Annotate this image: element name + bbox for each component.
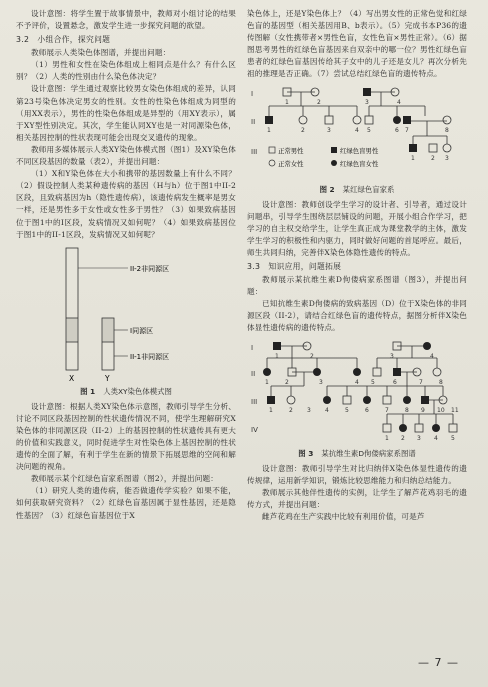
figure-title: 某抗维生素D佝偻病家系图谱: [321, 448, 416, 458]
figure-title: 某红绿色盲家系: [342, 184, 395, 194]
paragraph: （1）X和Y染色体在大小和携带的基因数量上有什么不同？（2）假设控制人类某种遗传病的基因（H与h）位于图1中II-2区段，且致病基因为h（隐性遗传病），该遗传病发生概率是男女一样，还是男性多于女性或女性多于男性？（3）如果致病基因位于图1中的I区段，发病情况又如何呢？（4）如果致病基因位于图1中的II-1区段，发病情况又如何呢？: [16, 169, 236, 239]
svg-text:6: 6: [393, 378, 397, 386]
svg-text:1: 1: [267, 126, 271, 134]
label-y: Y: [105, 373, 110, 383]
color-blindness-pedigree: [247, 84, 467, 182]
svg-text:2: 2: [317, 98, 321, 106]
svg-text:10: 10: [437, 406, 445, 414]
svg-text:4: 4: [355, 378, 359, 386]
figure-3-caption: [247, 449, 467, 459]
paragraph: 已知抗维生素D佝偻病的致病基因（D）位于X染色体的非同源区段（II-2），请结合红绿色盲的遗传特点，据图分析伴X染色体显性遗传病的遗传特点。: [247, 299, 467, 333]
svg-text:III: III: [251, 397, 258, 406]
figure-number: 图 1: [80, 386, 96, 396]
svg-text:1: 1: [385, 434, 389, 442]
paragraph: 雌芦花鸡在生产实践中比较有利用价值，可是芦: [262, 511, 425, 521]
pedigree-legend: [269, 146, 379, 168]
figure-number: 图 3: [298, 448, 314, 458]
svg-text:II: II: [251, 117, 256, 126]
svg-text:3: 3: [365, 98, 369, 106]
paragraph: 教师展示人类染色体图谱，并提出问题：: [31, 48, 171, 58]
svg-text:9: 9: [421, 406, 425, 414]
svg-text:5: 5: [345, 406, 349, 414]
svg-text:4: 4: [434, 434, 438, 442]
svg-text:3: 3: [417, 434, 421, 442]
svg-text:3: 3: [319, 378, 323, 386]
svg-text:5: 5: [367, 126, 371, 134]
paragraph: 设计意图：教师创设学生学习的设计者、引导者，通过设计问题串，引导学生围绕层层铺设的问题，开展小组合作学习，把学习的自主权交给学生，让学生真正成为课堂教学的主体，激发学生学习的积极性和内驱力，同时做好问题的首尾呼应。最后，师生共同归纳，完善伴X染色体隐性遗传的特点。: [247, 199, 467, 257]
affected-male-legend-icon: [331, 147, 337, 153]
left-column: [16, 8, 236, 522]
xy-chromosome-diagram: [16, 244, 236, 384]
normal-female-legend-icon: [269, 160, 275, 166]
svg-text:II: II: [251, 369, 256, 378]
label-i: I同源区: [130, 326, 154, 335]
paragraph: 染色体上，还是Y染色体上？（4）写出男女性的正常色觉和红绿色盲的基因型（相关基因用B、b表示）。（5）完成书本P36的遗传图解（女性携带者×男性色盲，女性色盲×男性正常）。（6）据图思考男性的红绿色盲基因来自双亲中的哪一位？男性红绿色盲患者的红绿色盲基因传给其子女中的儿子还是女儿？再次分析先祖的推理是否正确。（7）尝试总结红绿色盲的遗传特点。: [247, 9, 467, 79]
svg-text:8: 8: [439, 378, 443, 386]
svg-text:I: I: [251, 89, 254, 98]
label-ii2: II-2非同源区: [130, 264, 170, 273]
figure-2-caption: [247, 185, 467, 195]
legend-affected-male: 红绿色盲男性: [340, 146, 379, 155]
rickets-pedigree: [247, 338, 467, 446]
svg-text:4: 4: [325, 406, 329, 414]
svg-text:2: 2: [301, 126, 305, 134]
svg-text:3: 3: [307, 406, 311, 414]
affected-male-symbol: [363, 88, 371, 96]
section-heading: 3.3 知识应用，问题拓展: [247, 262, 342, 272]
svg-text:3: 3: [445, 154, 449, 162]
svg-text:2: 2: [289, 406, 293, 414]
section-heading: 3.2 小组合作，探究问题: [16, 35, 111, 45]
right-column: [247, 8, 467, 523]
page-number: — 7 —: [418, 656, 459, 669]
paragraph: 设计意图：学生通过观察比较男女染色体组成的差异，认同第23号染色体决定男女的性别。女性的性染色体组成为同型的（用XX表示），男性的性染色体组成是异型的（用XY表示），属于XY型性别决定。其次，学生能认同XY也是一对同源染色体，相关基因控制的性状表现可能会出现交叉遗传的现象。: [16, 84, 236, 142]
svg-text:3: 3: [327, 126, 331, 134]
svg-text:1: 1: [265, 378, 269, 386]
svg-text:1: 1: [285, 98, 289, 106]
svg-text:1: 1: [411, 154, 415, 162]
paragraph: 设计意图：教师引导学生对比归纳伴X染色体显性遗传的遗传规律，运用新学知识，锻炼比较思维能力和归纳总结能力。: [247, 463, 467, 485]
figure-title: 人类XY染色体模式图: [103, 386, 172, 396]
paragraph: 设计意图：将学生置于故事情景中，教师对小组讨论的结果不予评价，设置悬念，激发学生进一步探究问题的欲望。: [16, 9, 236, 31]
svg-text:11: 11: [451, 406, 459, 414]
legend-normal-female: 正常女性: [278, 159, 304, 168]
figure-3: [247, 338, 467, 446]
legend-normal-male: 正常男性: [278, 146, 304, 155]
x-chromosome: [66, 248, 78, 370]
svg-text:2: 2: [431, 154, 435, 162]
svg-text:5: 5: [371, 378, 375, 386]
label-x: X: [69, 373, 75, 383]
svg-text:IV: IV: [251, 425, 258, 434]
svg-text:2: 2: [285, 378, 289, 386]
svg-text:2: 2: [310, 352, 314, 360]
svg-text:4: 4: [355, 126, 359, 134]
paragraph: 设计意图：根据人类XY染色体示意图，教师引导学生分析、讨论不同区段基因控制的性状遗传情况不同，使学生理解研究X染色体的非同源区段（II-2）上的基因控制的性状遗传具有更大的价值和实践意义，同时促进学生对性染色体上基因控制的性状遗传的全面了解，有利于学生在新的情景下拓展思维的空间和解决问题的视角。: [16, 401, 236, 472]
paragraph: 教师展示其他伴性遗传的实例，让学生了解芦花鸡羽毛的遗传方式，并提出问题：: [247, 487, 467, 509]
figure-1-caption: [16, 387, 236, 397]
generation-ii: [265, 116, 451, 124]
svg-text:5: 5: [451, 434, 455, 442]
svg-text:4: 4: [397, 98, 401, 106]
svg-text:6: 6: [365, 406, 369, 414]
paragraph: 教师用多媒体展示人类XY染色体模式图（图1）及XY染色体不同区段基因的数量（表2），并提出问题：: [16, 144, 236, 167]
affected-female-legend-icon: [331, 160, 337, 166]
label-ii1: II-1非同源区: [130, 352, 170, 361]
svg-text:8: 8: [405, 406, 409, 414]
svg-text:7: 7: [419, 378, 423, 386]
figure-2: [247, 84, 467, 182]
legend-affected-female: 红绿色盲女性: [340, 159, 379, 168]
svg-text:2: 2: [401, 434, 405, 442]
generation-iii: [409, 144, 451, 152]
paragraph: （1）研究人类的遗传病，能否做遗传学实验？如果不能，如何获取研究资料？（2）红绿色盲基因属于显性基因，还是隐性基因？（3）红绿色盲基因位于X: [16, 486, 236, 520]
paragraph: （1）男性和女性在染色体组成上相同点是什么？有什么区别？（2）人类的性别由什么染色体决定？: [16, 60, 236, 82]
svg-text:III: III: [251, 147, 258, 156]
svg-text:1: 1: [269, 406, 273, 414]
paragraph: 教师展示某抗维生素D佝偻病家系图谱（图3），并提出问题：: [247, 275, 467, 297]
svg-text:3: 3: [390, 352, 394, 360]
figure-number: 图 2: [319, 184, 335, 194]
svg-text:1: 1: [275, 352, 279, 360]
svg-text:I: I: [251, 343, 254, 352]
normal-male-legend-icon: [269, 147, 275, 153]
svg-text:7: 7: [385, 406, 389, 414]
svg-text:6: 6: [395, 126, 399, 134]
svg-text:8: 8: [445, 126, 449, 134]
svg-text:7: 7: [405, 126, 409, 134]
paragraph: 教师展示某个红绿色盲家系图谱（图2），并提出问题：: [31, 474, 219, 484]
figure-1: [16, 244, 236, 384]
svg-text:4: 4: [430, 352, 434, 360]
